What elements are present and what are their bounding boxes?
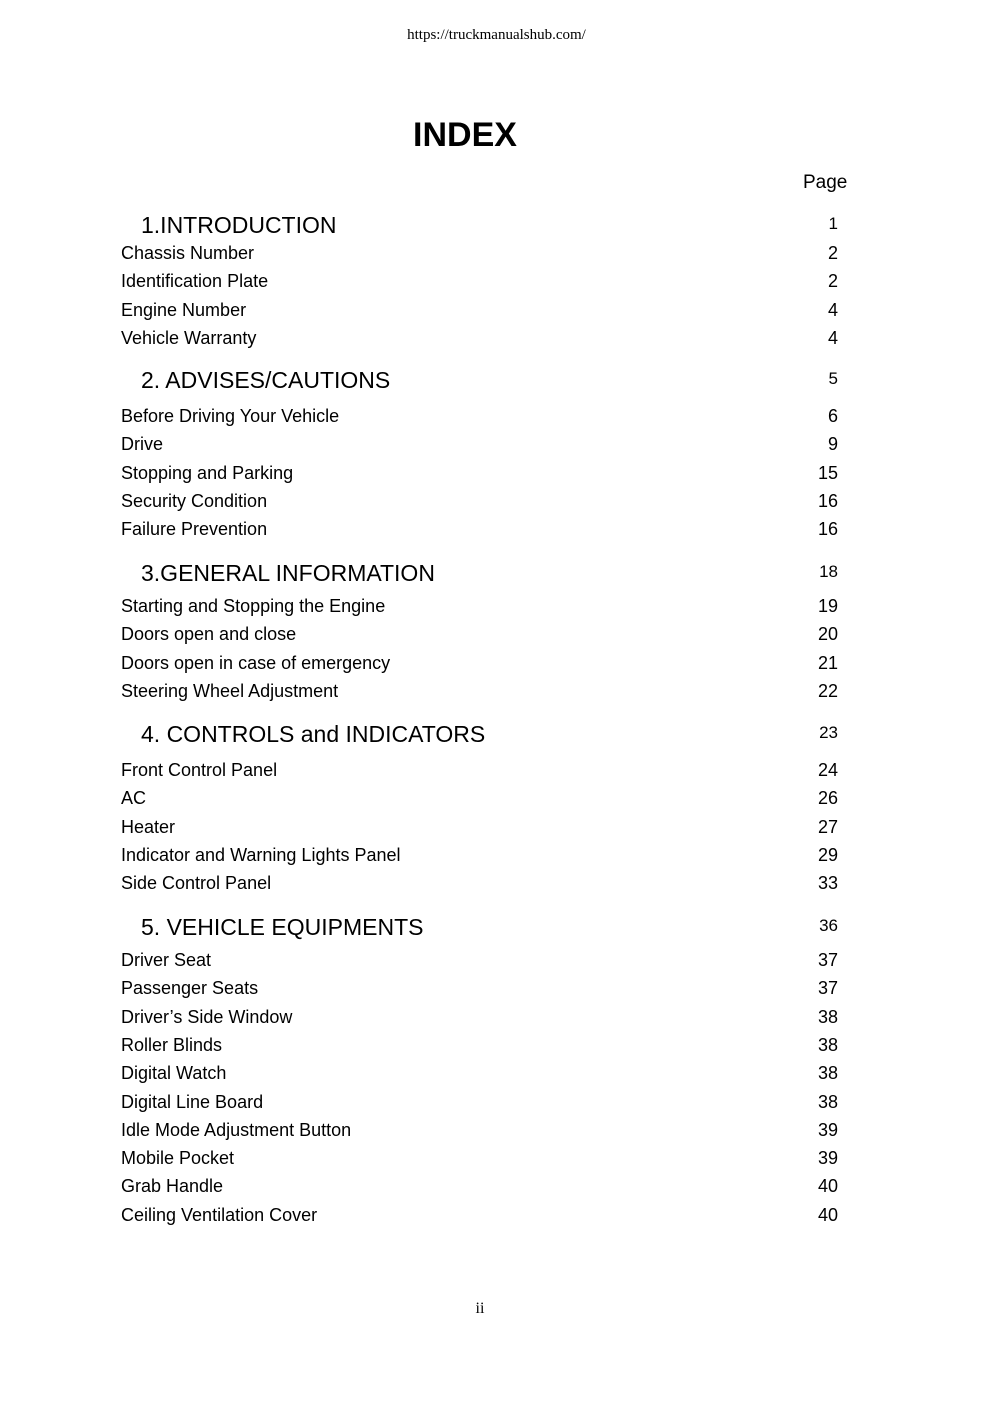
- toc-entry-page-number: 39: [817, 1148, 838, 1169]
- toc-entry-page-number: 38: [817, 1063, 838, 1084]
- section-title: 5. VEHICLE EQUIPMENTS: [141, 914, 424, 940]
- toc-entry-label: Ceiling Ventilation Cover: [121, 1204, 318, 1225]
- section-title: 2. ADVISES/CAUTIONS: [141, 367, 391, 393]
- footer-page-number: ii: [475, 1300, 485, 1317]
- toc-entry-label: Doors open and close: [121, 624, 297, 645]
- toc-entry-page-number: 38: [817, 1006, 838, 1027]
- toc-entry-label: Roller Blinds: [121, 1034, 223, 1055]
- section-page-number: 36: [819, 916, 838, 935]
- toc-entry-page-number: 20: [817, 624, 838, 645]
- toc-entry-page-number: 6: [827, 406, 838, 426]
- toc-entry-label: Identification Plate: [121, 271, 269, 292]
- toc-entry-label: Digital Line Board: [121, 1091, 264, 1112]
- toc-entry-label: Grab Handle: [121, 1176, 224, 1197]
- toc-entry-label: Starting and Stopping the Engine: [121, 596, 386, 616]
- toc-entry-label: Digital Watch: [121, 1063, 227, 1084]
- toc-entry-page-number: 27: [817, 816, 838, 837]
- section-title: 4. CONTROLS and INDICATORS: [141, 721, 486, 747]
- header-url: https://truckmanualshub.com/: [407, 27, 586, 43]
- toc-entry-label: Drive: [121, 434, 164, 455]
- page-column-label: Page: [803, 172, 848, 193]
- section-page-number: 1: [828, 214, 838, 233]
- toc-entry-label: Idle Mode Adjustment Button: [121, 1119, 352, 1140]
- section-title: 3.GENERAL INFORMATION: [141, 560, 435, 586]
- toc-entry-page-number: 39: [817, 1119, 838, 1140]
- toc-entry-page-number: 19: [817, 596, 838, 616]
- toc-entry-page-number: 21: [817, 652, 838, 673]
- page-title: INDEX: [413, 116, 517, 154]
- toc-entry-page-number: 29: [817, 844, 838, 865]
- toc-entry-page-number: 24: [817, 760, 838, 780]
- toc-entry-page-number: 16: [817, 490, 838, 511]
- toc-entry-page-number: 37: [817, 950, 838, 970]
- toc-entry-label: Indicator and Warning Lights Panel: [121, 844, 401, 865]
- toc-entry-label: Stopping and Parking: [121, 462, 294, 483]
- toc-entry-page-number: 4: [827, 327, 838, 348]
- toc-entry-label: Engine Number: [121, 299, 247, 320]
- toc-entry-label: AC: [121, 788, 147, 809]
- toc-entry-label: Chassis Number: [121, 243, 255, 263]
- toc-entry-label: Passenger Seats: [121, 978, 259, 999]
- section-page-number: 5: [828, 369, 838, 388]
- toc-entry-page-number: 26: [817, 788, 838, 809]
- toc-entry-label: Driver’s Side Window: [121, 1006, 293, 1027]
- toc-entry-label: Failure Prevention: [121, 519, 268, 540]
- section-page-number: 23: [819, 723, 838, 742]
- toc-entry-label: Heater: [121, 816, 176, 837]
- toc-entry-label: Security Condition: [121, 490, 268, 511]
- toc-entry-page-number: 4: [827, 299, 838, 320]
- toc-entry-page-number: 40: [817, 1176, 838, 1197]
- toc-entry-label: Vehicle Warranty: [121, 327, 257, 348]
- toc-entry-label: Mobile Pocket: [121, 1148, 235, 1169]
- toc-entry-page-number: 37: [817, 978, 838, 999]
- toc-entry-page-number: 2: [827, 271, 838, 292]
- toc-entry-page-number: 9: [827, 434, 838, 455]
- toc-entry-label: Front Control Panel: [121, 760, 278, 780]
- toc-entry-page-number: 22: [817, 680, 838, 701]
- toc-entry-label: Doors open in case of emergency: [121, 652, 391, 673]
- toc-entry-label: Driver Seat: [121, 950, 212, 970]
- section-title: 1.INTRODUCTION: [141, 212, 337, 238]
- toc-entry-page-number: 2: [827, 243, 838, 263]
- toc-entry-page-number: 38: [817, 1034, 838, 1055]
- toc-entry-page-number: 38: [817, 1091, 838, 1112]
- section-page-number: 18: [819, 562, 838, 581]
- toc-entry-page-number: 33: [817, 873, 838, 894]
- toc-entry-label: Before Driving Your Vehicle: [121, 406, 340, 426]
- toc-entry-label: Steering Wheel Adjustment: [121, 680, 339, 701]
- toc-entry-page-number: 40: [817, 1204, 838, 1225]
- toc-entry-page-number: 15: [817, 462, 838, 483]
- toc-entry-label: Side Control Panel: [121, 873, 272, 894]
- toc-entry-page-number: 16: [817, 519, 838, 540]
